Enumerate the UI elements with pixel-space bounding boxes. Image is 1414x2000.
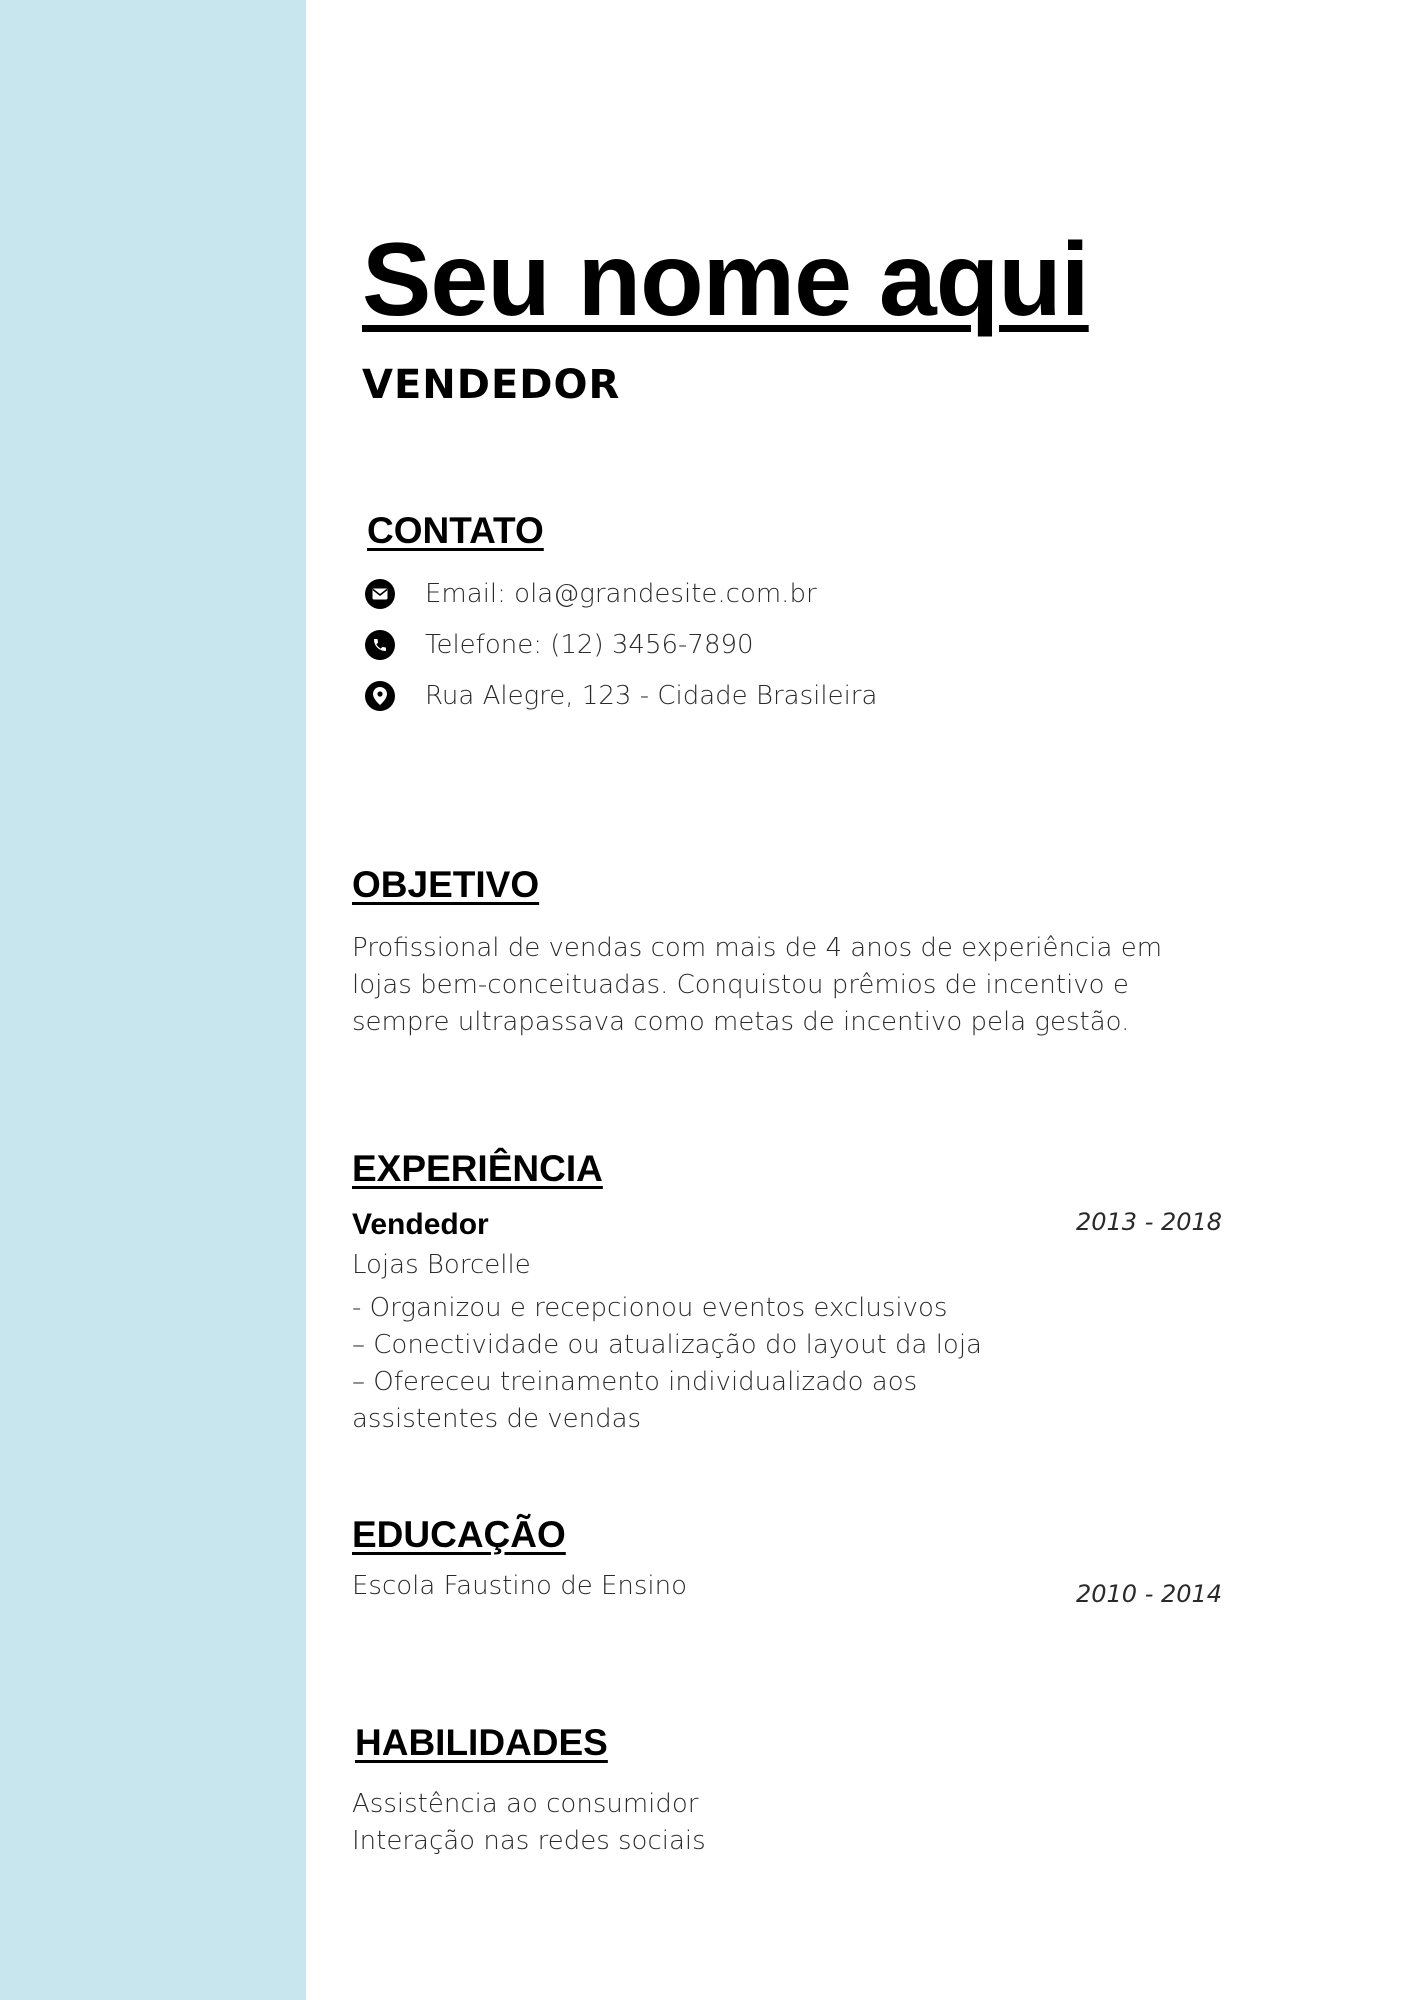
objective-line: lojas bem-conceituadas. Conquistou prêmios de incentivo e bbox=[352, 970, 1129, 1000]
duty-line: - Organizou e recepcionou eventos exclusivos bbox=[352, 1293, 948, 1323]
contact-section-title: CONTATO bbox=[367, 510, 544, 551]
skill-item: Interação nas redes sociais bbox=[352, 1826, 706, 1856]
experience-dates: 2013 - 2018 bbox=[1076, 1208, 1223, 1236]
contact-email-row bbox=[365, 576, 817, 612]
phone-icon bbox=[365, 630, 395, 660]
contact-address-row bbox=[365, 678, 877, 714]
education-school: Escola Faustino de Ensino bbox=[352, 1571, 688, 1601]
contact-email: Email: ola@grandesite.com.br bbox=[425, 579, 817, 609]
location-icon bbox=[365, 681, 395, 711]
candidate-name: Seu nome aqui bbox=[362, 222, 1089, 338]
contact-phone-row bbox=[365, 627, 754, 663]
objective-section-title: OBJETIVO bbox=[352, 864, 540, 905]
duty-line: assistentes de vendas bbox=[352, 1404, 642, 1434]
sidebar-panel bbox=[0, 0, 306, 2000]
objective-text bbox=[352, 930, 1162, 1041]
duty-line: – Ofereceu treinamento individualizado aos bbox=[352, 1367, 918, 1397]
skills-list bbox=[352, 1786, 706, 1860]
education-dates: 2010 - 2014 bbox=[1076, 1580, 1223, 1608]
job-role: VENDEDOR bbox=[362, 362, 621, 408]
education-section-title: EDUCAÇÃO bbox=[352, 1514, 566, 1555]
skill-item: Assistência ao consumidor bbox=[352, 1789, 699, 1819]
contact-address: Rua Alegre, 123 - Cidade Brasileira bbox=[425, 681, 878, 711]
experience-duties bbox=[352, 1290, 982, 1438]
duty-line: – Conectividade ou atualização do layout da loja bbox=[352, 1330, 982, 1360]
objective-line: Profissional de vendas com mais de 4 anos de experiência em bbox=[352, 933, 1163, 963]
experience-section-title: EXPERIÊNCIA bbox=[352, 1148, 603, 1189]
experience-company: Lojas Borcelle bbox=[352, 1250, 531, 1280]
email-icon bbox=[365, 579, 395, 609]
contact-phone: Telefone: (12) 3456-7890 bbox=[425, 630, 754, 660]
skills-section-title: HABILIDADES bbox=[355, 1722, 608, 1763]
experience-job-title: Vendedor bbox=[352, 1208, 489, 1241]
objective-line: sempre ultrapassava como metas de incentivo pela gestão. bbox=[352, 1007, 1130, 1037]
